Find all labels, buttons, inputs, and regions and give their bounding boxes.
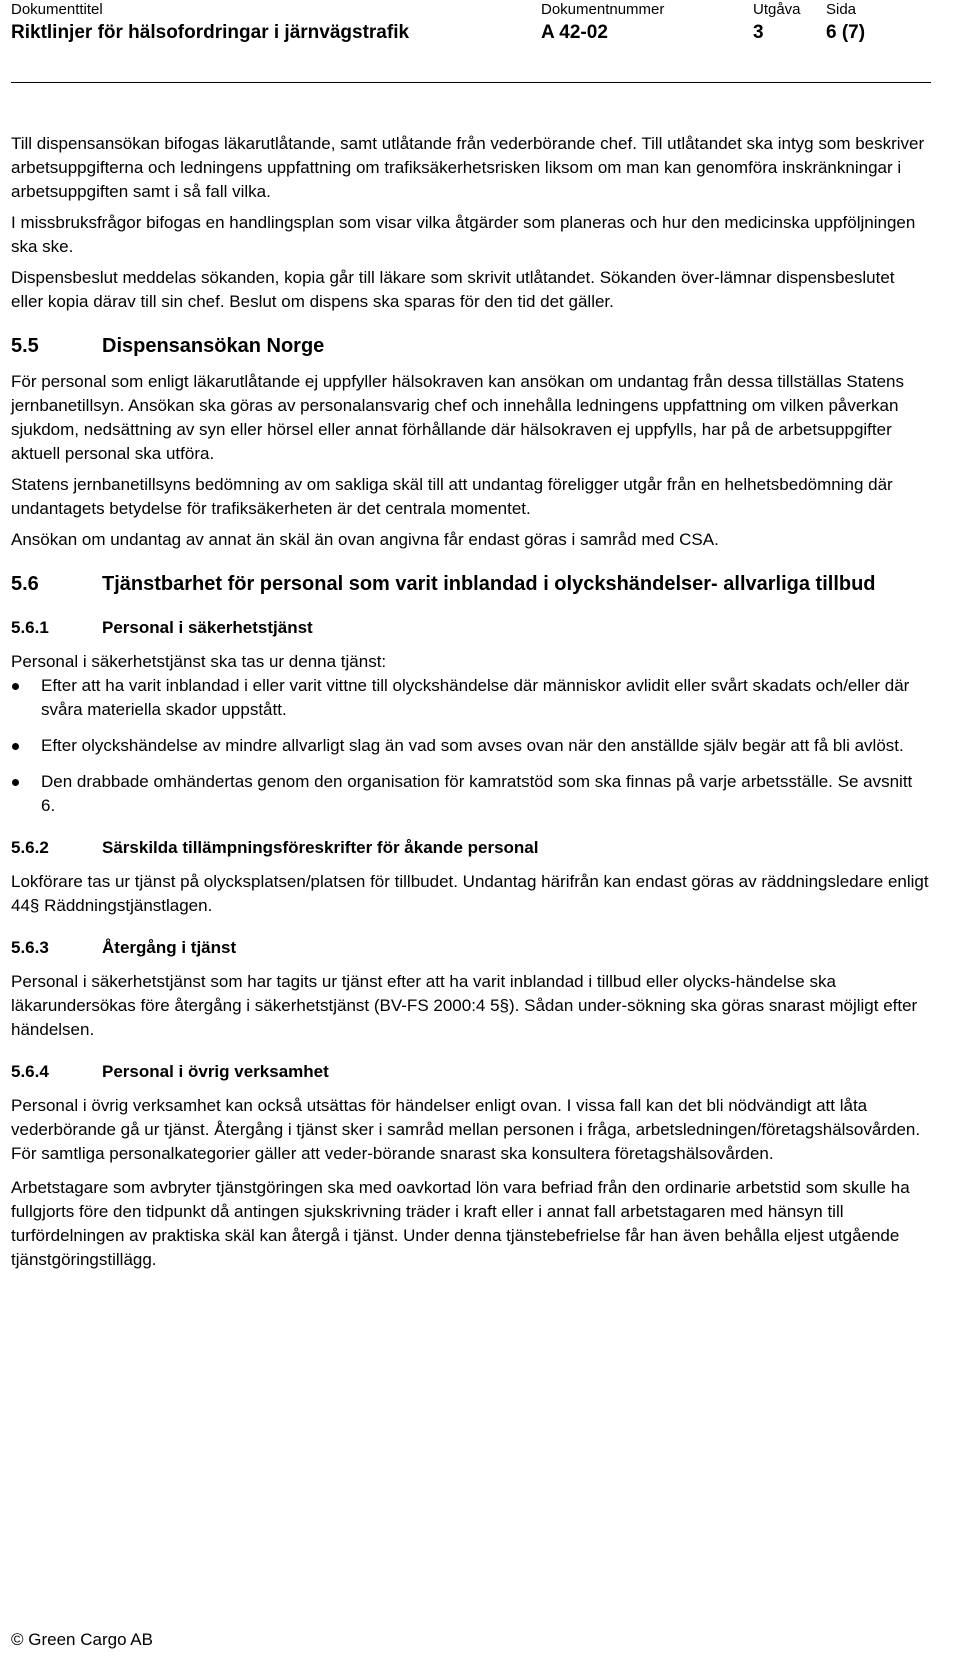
section-title: Personal i säkerhetstjänst bbox=[102, 618, 313, 637]
paragraph-dispensation-decision: Dispensbeslut meddelas sökanden, kopia går till läkare som skrivit utlåtandet. Sökanden över-lämnar dispensbeslutet eller kopia därav till sin chef. Beslut om dispens ska sparas för den tid det gäller. bbox=[11, 268, 895, 311]
header-title-column bbox=[11, 0, 531, 46]
section-number: 5.6 bbox=[11, 573, 39, 595]
section-heading-5-6-4 bbox=[11, 1060, 931, 1084]
section-title: Återgång i tjänst bbox=[102, 938, 237, 957]
header-edition-label: Utgåva bbox=[753, 1, 801, 18]
section-heading-5-6-3 bbox=[11, 936, 931, 960]
section-title: Dispensansökan Norge bbox=[102, 335, 325, 357]
paragraph-csa-consultation: Ansökan om undantag av annat än skäl än ovan angivna får endast göras i samråd med CSA. bbox=[11, 530, 719, 549]
section-heading-5-6 bbox=[11, 570, 931, 598]
section-number: 5.5 bbox=[11, 335, 39, 357]
paragraph-dispensation-attachments: Till dispensansökan bifogas läkarutlåtande, samt utlåtande från vederbörande chef. Till utlåtandet ska intyg som beskriver arbetsuppgifterna och ledningens uppfattning om trafiksäkerhetsrisken liksom om man kan genomföra inskränkningar i arbetsuppgiften samt i så fall vilka. bbox=[11, 134, 925, 201]
paragraph-abuse-plan: I missbruksfrågor bifogas en handlingsplan som visar vilka åtgärder som planeras och hur den medicinska uppföljningen ska ske. bbox=[11, 213, 916, 256]
paragraph-other-staff: Personal i övrig verksamhet kan också utsättas för händelser enligt ovan. I vissa fall kan det bli nödvändigt att låta vederbörande gå ur tjänst. Återgång i tjänst sker i samråd mellan personen i fråga, arbetsledningen/företagshälsovården. För samtliga personalkategorier gäller att veder-börande snarast ska konsultera företagshälsovården. bbox=[11, 1096, 921, 1163]
section-heading-5-6-1 bbox=[11, 616, 931, 640]
paragraph-return-to-duty: Personal i säkerhetstjänst som har tagits ur tjänst efter att ha varit inblandad i tillbud eller olycks-händelse ska läkarundersökas före återgång i säkerhetstjänst (BV-FS 2000:4 5§). Sådan under-sökning ska göras snarast möjligt efter händelsen. bbox=[11, 972, 918, 1039]
list-item bbox=[11, 674, 931, 722]
paragraph-train-driver: Lokförare tas ur tjänst på olycksplatsen/platsen för tillbudet. Undantag härifrån kan endast göras av räddningsledare enligt 44§ Räddningstjänstlagen. bbox=[11, 872, 929, 915]
list-item-text: Efter att ha varit inblandad i eller varit vittne till olyckshändelse där människor avlidit eller svårt skadats och/eller där svåra materiella skador uppstått. bbox=[41, 676, 910, 719]
list-item bbox=[11, 734, 931, 758]
document-body bbox=[11, 132, 931, 1272]
header-docnr-column bbox=[541, 0, 741, 46]
bullet-list bbox=[11, 674, 931, 818]
paragraph-paid-leave: Arbetstagare som avbryter tjänstgöringen ska med oavkortad lön vara befriad från den ordinarie arbetstid som skulle ha fullgjorts före den tidpunkt då antingen sjukskrivning träder i kraft eller i annat fall arbetstagaren med hänsyn till turfördelningen av praktiska skäl kan återgå i tjänst. Under denna tjänstebefrielse får han även behålla eljest utgående tjänstgöringstillägg. bbox=[11, 1178, 910, 1269]
section-number: 5.6.1 bbox=[11, 618, 49, 637]
bullet-icon bbox=[12, 743, 19, 750]
section-title: Särskilda tillämpningsföreskrifter för åkande personal bbox=[102, 838, 539, 857]
paragraph-norway-application: För personal som enligt läkarutlåtande ej uppfyller hälsokraven kan ansökan om undantag från dessa tillställas Statens jernbanetillsyn. Ansökan ska göras av personalansvarig chef och innehålla ledningens uppfattning om vilken påverkan sjukdom, nedsättning av syn eller hörsel eller annat förhållande där hälsokraven ej uppfylls, har på de arbetsuppgifter aktuell personal ska utföra. bbox=[11, 372, 905, 463]
document-header bbox=[11, 0, 931, 83]
paragraph-removal-intro: Personal i säkerhetstjänst ska tas ur denna tjänst: bbox=[11, 652, 387, 671]
list-item bbox=[11, 770, 931, 818]
document-page bbox=[11, 0, 931, 1269]
paragraph-norway-assessment: Statens jernbanetillsyns bedömning av om sakliga skäl till att undantag föreligger utgår från en helhetsbedömning där undantagets betydelse för trafiksäkerheten är det centrala momentet. bbox=[11, 475, 893, 518]
document-footer: © Green Cargo AB bbox=[11, 1630, 153, 1649]
bullet-icon bbox=[12, 779, 19, 786]
list-item-text: Den drabbade omhändertas genom den organisation för kamratstöd som ska finnas på varje arbetsställe. Se avsnitt 6. bbox=[41, 772, 913, 815]
section-title: Tjänstbarhet för personal som varit inblandad i olyckshändelser- allvarliga tillbud bbox=[102, 573, 876, 595]
list-item-text: Efter olyckshändelse av mindre allvarligt slag än vad som avses ovan när den anställde själv begär att få bli avlöst. bbox=[41, 736, 904, 755]
section-heading-5-5 bbox=[11, 332, 931, 360]
section-title: Personal i övrig verksamhet bbox=[102, 1062, 329, 1081]
header-title-label: Dokumenttitel bbox=[11, 1, 103, 18]
header-edition-column bbox=[753, 0, 813, 46]
section-number: 5.6.4 bbox=[11, 1062, 49, 1081]
section-heading-5-6-2 bbox=[11, 836, 931, 860]
document-title: Riktlinjer för hälsofordringar i järnvägstrafik bbox=[11, 22, 410, 43]
header-page-column bbox=[826, 0, 926, 46]
document-edition: 3 bbox=[753, 22, 764, 43]
bullet-icon bbox=[12, 683, 19, 690]
section-number: 5.6.3 bbox=[11, 938, 49, 957]
header-page-label: Sida bbox=[826, 1, 857, 18]
section-number: 5.6.2 bbox=[11, 838, 49, 857]
page-number: 6 (7) bbox=[826, 22, 866, 43]
header-docnr-label: Dokumentnummer bbox=[541, 1, 665, 18]
document-number: A 42-02 bbox=[541, 22, 608, 43]
